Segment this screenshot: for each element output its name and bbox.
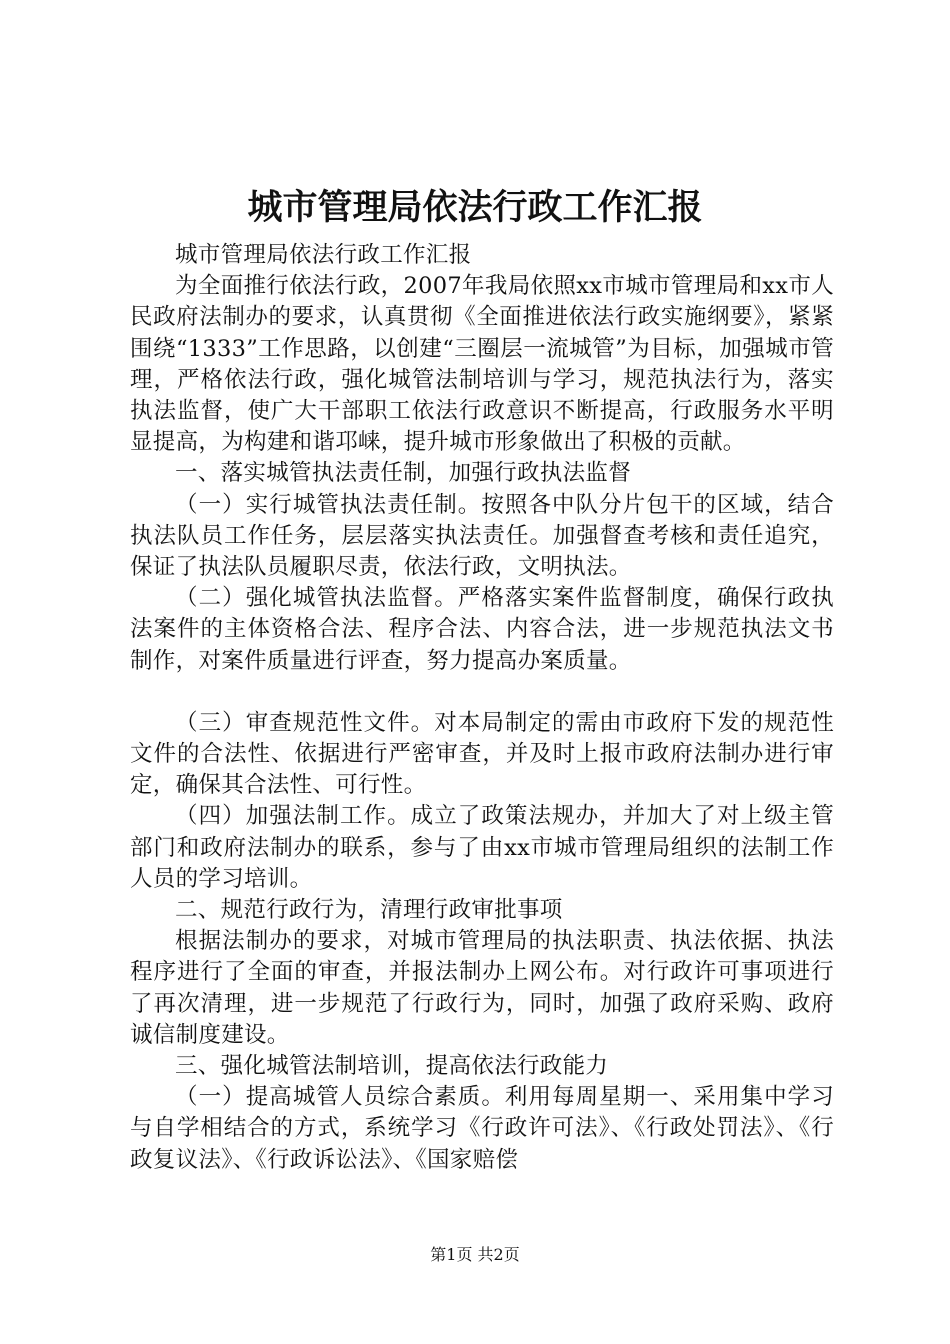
paragraph-3-1: （一）提高城管人员综合素质。利用每周星期一、采用集中学习与自学相结合的方式，系统学习《行政许可法》、《行政处罚法》、《行政复议法》、《行政诉讼法》、《国家赔偿 [130,1084,834,1173]
document-title: 城市管理局依法行政工作汇报 [247,187,703,228]
paragraph-1-3: （三）审查规范性文件。对本局制定的需由市政府下发的规范性文件的合法性、依据进行严密审查，并及时上报市政府法制办进行审定，确保其合法性、可行性。 [130,709,834,799]
section-heading-2: 二、规范行政行为，清理行政审批事项 [175,897,563,924]
paragraph-2-1: 根据法制办的要求，对城市管理局的执法职责、执法依据、执法程序进行了全面的审查，并报法制办上网公布。对行政许可事项进行了再次清理，进一步规范了行政行为，同时，加强了政府采购、政府诚信制度建设。 [130,928,834,1048]
paragraph-subtitle: 城市管理局依法行政工作汇报 [175,242,472,268]
section-heading-3: 三、强化城管法制培训，提高依法行政能力 [175,1053,609,1080]
page-number: 第1页 共2页 [430,1245,520,1264]
document-body [130,240,834,1176]
paragraph-intro: 为全面推行依法行政，2007年我局依照xx市城市管理局和xx市人民政府法制办的要求，认真贯彻《全面推进依法行政实施纲要》，紧紧围绕“1333”工作思路，以创建“三圈层一流城管”为目标，加强城市管理，严格依法行政，强化城管法制培训与学习，规范执法行为，落实执法监督，使广大干部职工依法行政意识不断提高，行政服务水平明显提高，为构建和谐邛崃，提升城市形象做出了积极的贡献。 [130,273,834,456]
section-heading-1: 一、落实城管执法责任制，加强行政执法监督 [175,460,632,487]
paragraph-1-1: （一）实行城管执法责任制。按照各中队分片包干的区域，结合执法队员工作任务，层层落实执法责任。加强督查考核和责任追究，保证了执法队员履职尽责，依法行政，文明执法。 [130,491,834,581]
paragraph-1-4: （四）加强法制工作。成立了政策法规办，并加大了对上级主管部门和政府法制办的联系，参与了由xx市城市管理局组织的法制工作人员的学习培训。 [130,803,834,892]
paragraph-1-2: （二）强化城管执法监督。严格落实案件监督制度，确保行政执法案件的主体资格合法、程序合法、内容合法，进一步规范执法文书制作，对案件质量进行评查，努力提高办案质量。 [130,585,834,674]
